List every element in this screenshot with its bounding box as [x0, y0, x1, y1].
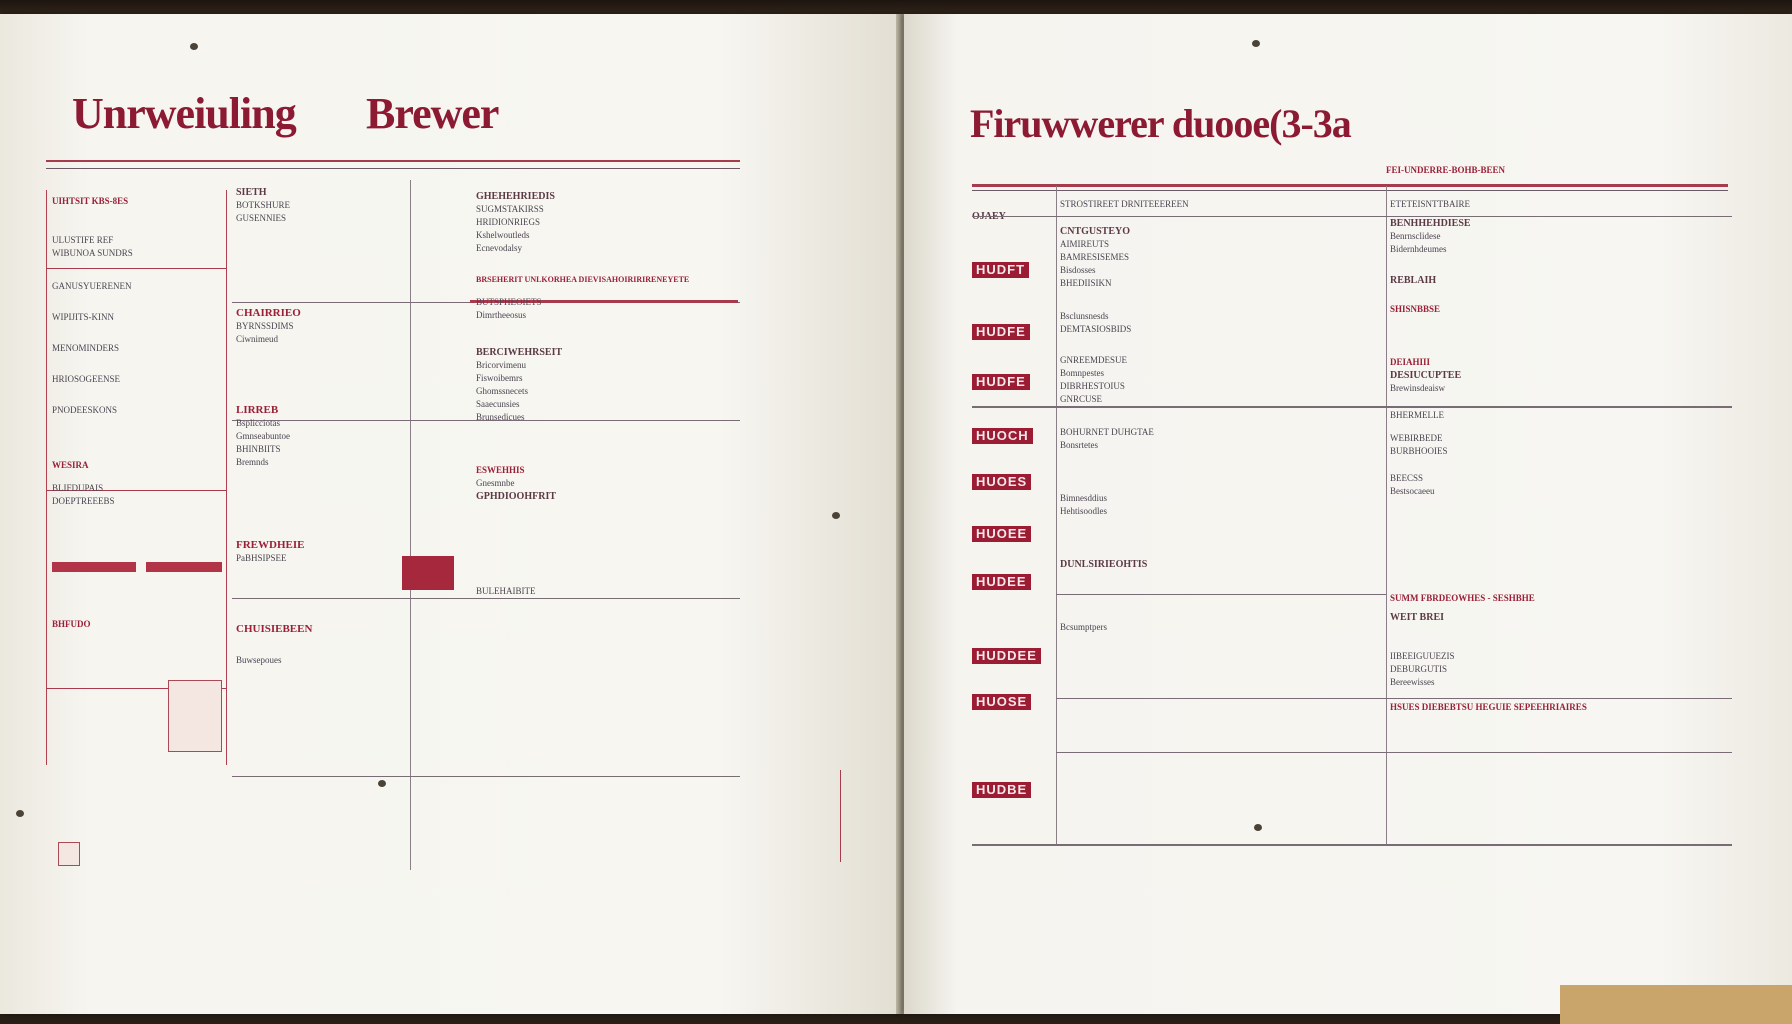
column-heading: GPHDIOOHFRIT — [476, 491, 557, 502]
column-line: WEIT BREI — [1390, 612, 1445, 623]
column-line: Brunsedicues — [476, 412, 525, 422]
column-line: Ecnevodalsy — [476, 243, 522, 253]
sidebar-line: ULUSTIFE REF — [52, 235, 114, 245]
red-tag: HUDFT — [972, 262, 1029, 278]
column-red-line: SUMM FBRDEOWHES - SESHBHE — [1390, 593, 1535, 603]
red-tag: HUOES — [972, 474, 1031, 490]
column-line: Ciwnimeud — [236, 334, 278, 344]
column-line: BURBHOOIES — [1390, 446, 1448, 456]
sidebar-line: PNODEESKONS — [52, 405, 118, 415]
sidebar-red-bar — [146, 562, 222, 572]
title-rule — [46, 168, 740, 169]
column-line: Bidernhdeumes — [1390, 244, 1447, 254]
sidebar-border — [46, 190, 47, 765]
title-rule — [46, 160, 740, 162]
header-label-block — [1386, 164, 1566, 177]
sidebar-line: GANUSYUERENEN — [52, 281, 132, 291]
column-line: Bestsocaeeu — [1390, 486, 1435, 496]
column-divider — [1056, 186, 1057, 844]
column-divider — [410, 180, 411, 870]
column-line: Bcsumptpers — [1060, 622, 1107, 632]
column-line: Bisdosses — [1060, 265, 1096, 275]
column-line: Kshelwoutleds — [476, 230, 530, 240]
column-red-line: BRSEHERIT UNLKORHEA DIEVISAHOIRIRIRENEYETE — [476, 275, 690, 284]
column-line: Brewinsdeaisw — [1390, 383, 1445, 393]
column-line: BULEHAIBITE — [476, 586, 536, 596]
sidebar-line: MENOMINDERS — [52, 343, 120, 353]
column-line: BHERMELLE — [1390, 410, 1444, 420]
column-line: REBLAIH — [1390, 275, 1437, 286]
column-red-line: DEIAHIII — [1390, 357, 1431, 367]
punch-hole — [832, 512, 840, 519]
column-line: Bimnesddius — [1060, 493, 1108, 503]
column-line: DEMTASIOSBIDS — [1060, 324, 1132, 334]
column-line: BUTSPHEOIETS — [476, 297, 542, 307]
punch-hole — [16, 810, 24, 817]
column-edge — [840, 770, 841, 862]
right-page-title: Firuwwerer duooe(3-3a — [970, 101, 1351, 146]
column-line: Dimrtheeosus — [476, 310, 526, 320]
sidebar-line: WIBUNOA SUNDRS — [52, 248, 133, 258]
row-divider — [1056, 752, 1732, 753]
logo-stamp — [58, 842, 80, 866]
column-line: IIBEEIGUUEZIS — [1390, 651, 1455, 661]
sidebar-red-line: UIHTSIT KBS-8ES — [52, 196, 129, 206]
column-line: Buwsepoues — [236, 655, 282, 665]
red-tag: HUOSE — [972, 694, 1031, 710]
right-column — [1390, 198, 1726, 714]
column-line: BAMRESISEMES — [1060, 252, 1130, 262]
column-heading: LIRREB — [236, 404, 279, 416]
column-line: Hehtisoodles — [1060, 506, 1107, 516]
column-line: BHINBIITS — [236, 444, 281, 454]
sidebar-line: HRIOSOGEENSE — [52, 374, 121, 384]
sidebar-red-bar — [52, 562, 136, 572]
column-heading: CHAIRRIEO — [236, 307, 301, 319]
column-line: Bricorvimenu — [476, 360, 526, 370]
sidebar-red-line: WESIRA — [52, 460, 89, 470]
punch-hole — [190, 43, 198, 50]
red-tag: HUDFE — [972, 374, 1030, 390]
column-line: WEBIRBEDE — [1390, 433, 1443, 443]
red-tag: HUOCH — [972, 428, 1033, 444]
column-line: BYRNSSDIMS — [236, 321, 294, 331]
row-divider — [232, 776, 740, 777]
column-red-line: HSUES DIEBEBTSU HEGUIE SEPEEHRIAIRES — [1390, 702, 1587, 712]
sidebar-line: BLIFDUPAIS — [52, 483, 104, 493]
column-line: CNTGUSTEYO — [1060, 226, 1131, 237]
page-title-part2: Brewer — [366, 89, 499, 138]
header-rule — [972, 190, 1728, 191]
column-line: GUSENNIES — [236, 213, 287, 223]
cover-edge — [1560, 985, 1792, 1024]
column-red-line: SHISNBBSE — [1390, 304, 1441, 314]
column-line: Bremnds — [236, 457, 269, 467]
punch-hole — [1254, 824, 1262, 831]
column-line: BHEDIISIKN — [1060, 278, 1112, 288]
punch-hole — [378, 780, 386, 787]
column-line: Bereewisses — [1390, 677, 1435, 687]
red-box — [402, 556, 454, 590]
column-heading: CHUISIEBEEN — [236, 623, 313, 635]
illustration-box — [168, 680, 222, 752]
header-rule — [972, 184, 1728, 187]
red-tag: HUDEE — [972, 574, 1031, 590]
column-line: BENHHEHDIESE — [1390, 218, 1471, 229]
column-line: GNREEMDESUE — [1060, 355, 1127, 365]
row-divider — [972, 844, 1732, 846]
column-line: Bsclunsnesds — [1060, 311, 1109, 321]
column-heading: FREWDHEIE — [236, 539, 305, 551]
column-divider — [1386, 186, 1387, 844]
column-line: BOHURNET DUHGTAE — [1060, 427, 1154, 437]
column-line: ETETEISNTTBAIRE — [1390, 199, 1470, 209]
column-line: STROSTIREET DRNITEEEREEN — [1060, 199, 1189, 209]
column-line: HRIDIONRIEGS — [476, 217, 540, 227]
column-line: GNRCUSE — [1060, 394, 1103, 404]
column-line: DEBURGUTIS — [1390, 664, 1448, 674]
red-tag: HUDBE — [972, 782, 1031, 798]
red-tag: HUOEE — [972, 526, 1031, 542]
page-title-part1: Unrweiuling — [72, 89, 296, 138]
column-line: Fiswoibemrs — [476, 373, 523, 383]
column-line: DIBRHESTOIUS — [1060, 381, 1125, 391]
column-line: PaBHSIPSEE — [236, 553, 287, 563]
column-line: Bonsrtetes — [1060, 440, 1098, 450]
sidebar-line: WIPIJITS-KINN — [52, 312, 114, 322]
column-heading: GHEHEHRIEDIS — [476, 191, 555, 202]
middle-column — [1060, 198, 1382, 634]
column-line: DUNLSIRIEOHTIS — [1060, 559, 1148, 570]
column-line: DESIUCUPTEE — [1390, 370, 1462, 381]
column-two — [236, 186, 404, 667]
column-line: Bomnpestes — [1060, 368, 1104, 378]
sidebar-red-line: BHFUDO — [52, 619, 91, 629]
red-tag: HUDDEE — [972, 648, 1041, 664]
red-tag: HUDFE — [972, 324, 1030, 340]
column-line: BOTKSHURE — [236, 200, 291, 210]
column-heading: SIETH — [236, 187, 267, 198]
header-label: FEI-UNDERRE-BOHB-BEEN — [1386, 165, 1506, 175]
column-line: AIMIREUTS — [1060, 239, 1109, 249]
column-line: Gmnseabuntoe — [236, 431, 290, 441]
column-line: BEECSS — [1390, 473, 1424, 483]
column-line: SUGMSTAKIRSS — [476, 204, 544, 214]
column-heading: ESWEHHIS — [476, 465, 525, 475]
column-three — [476, 190, 738, 598]
column-line: Bsplicciotas — [236, 418, 280, 428]
punch-hole — [1252, 40, 1260, 47]
sidebar-border — [226, 190, 227, 765]
column-heading: BERCIWEHRSEIT — [476, 347, 563, 358]
column-line: Benrnsclidese — [1390, 231, 1441, 241]
column-line: Saaecunsies — [476, 399, 520, 409]
column-line: Ghomssnecets — [476, 386, 528, 396]
sidebar-line: DOEPTREEEBS — [52, 496, 115, 506]
column-line: Gnesmnbe — [476, 478, 515, 488]
